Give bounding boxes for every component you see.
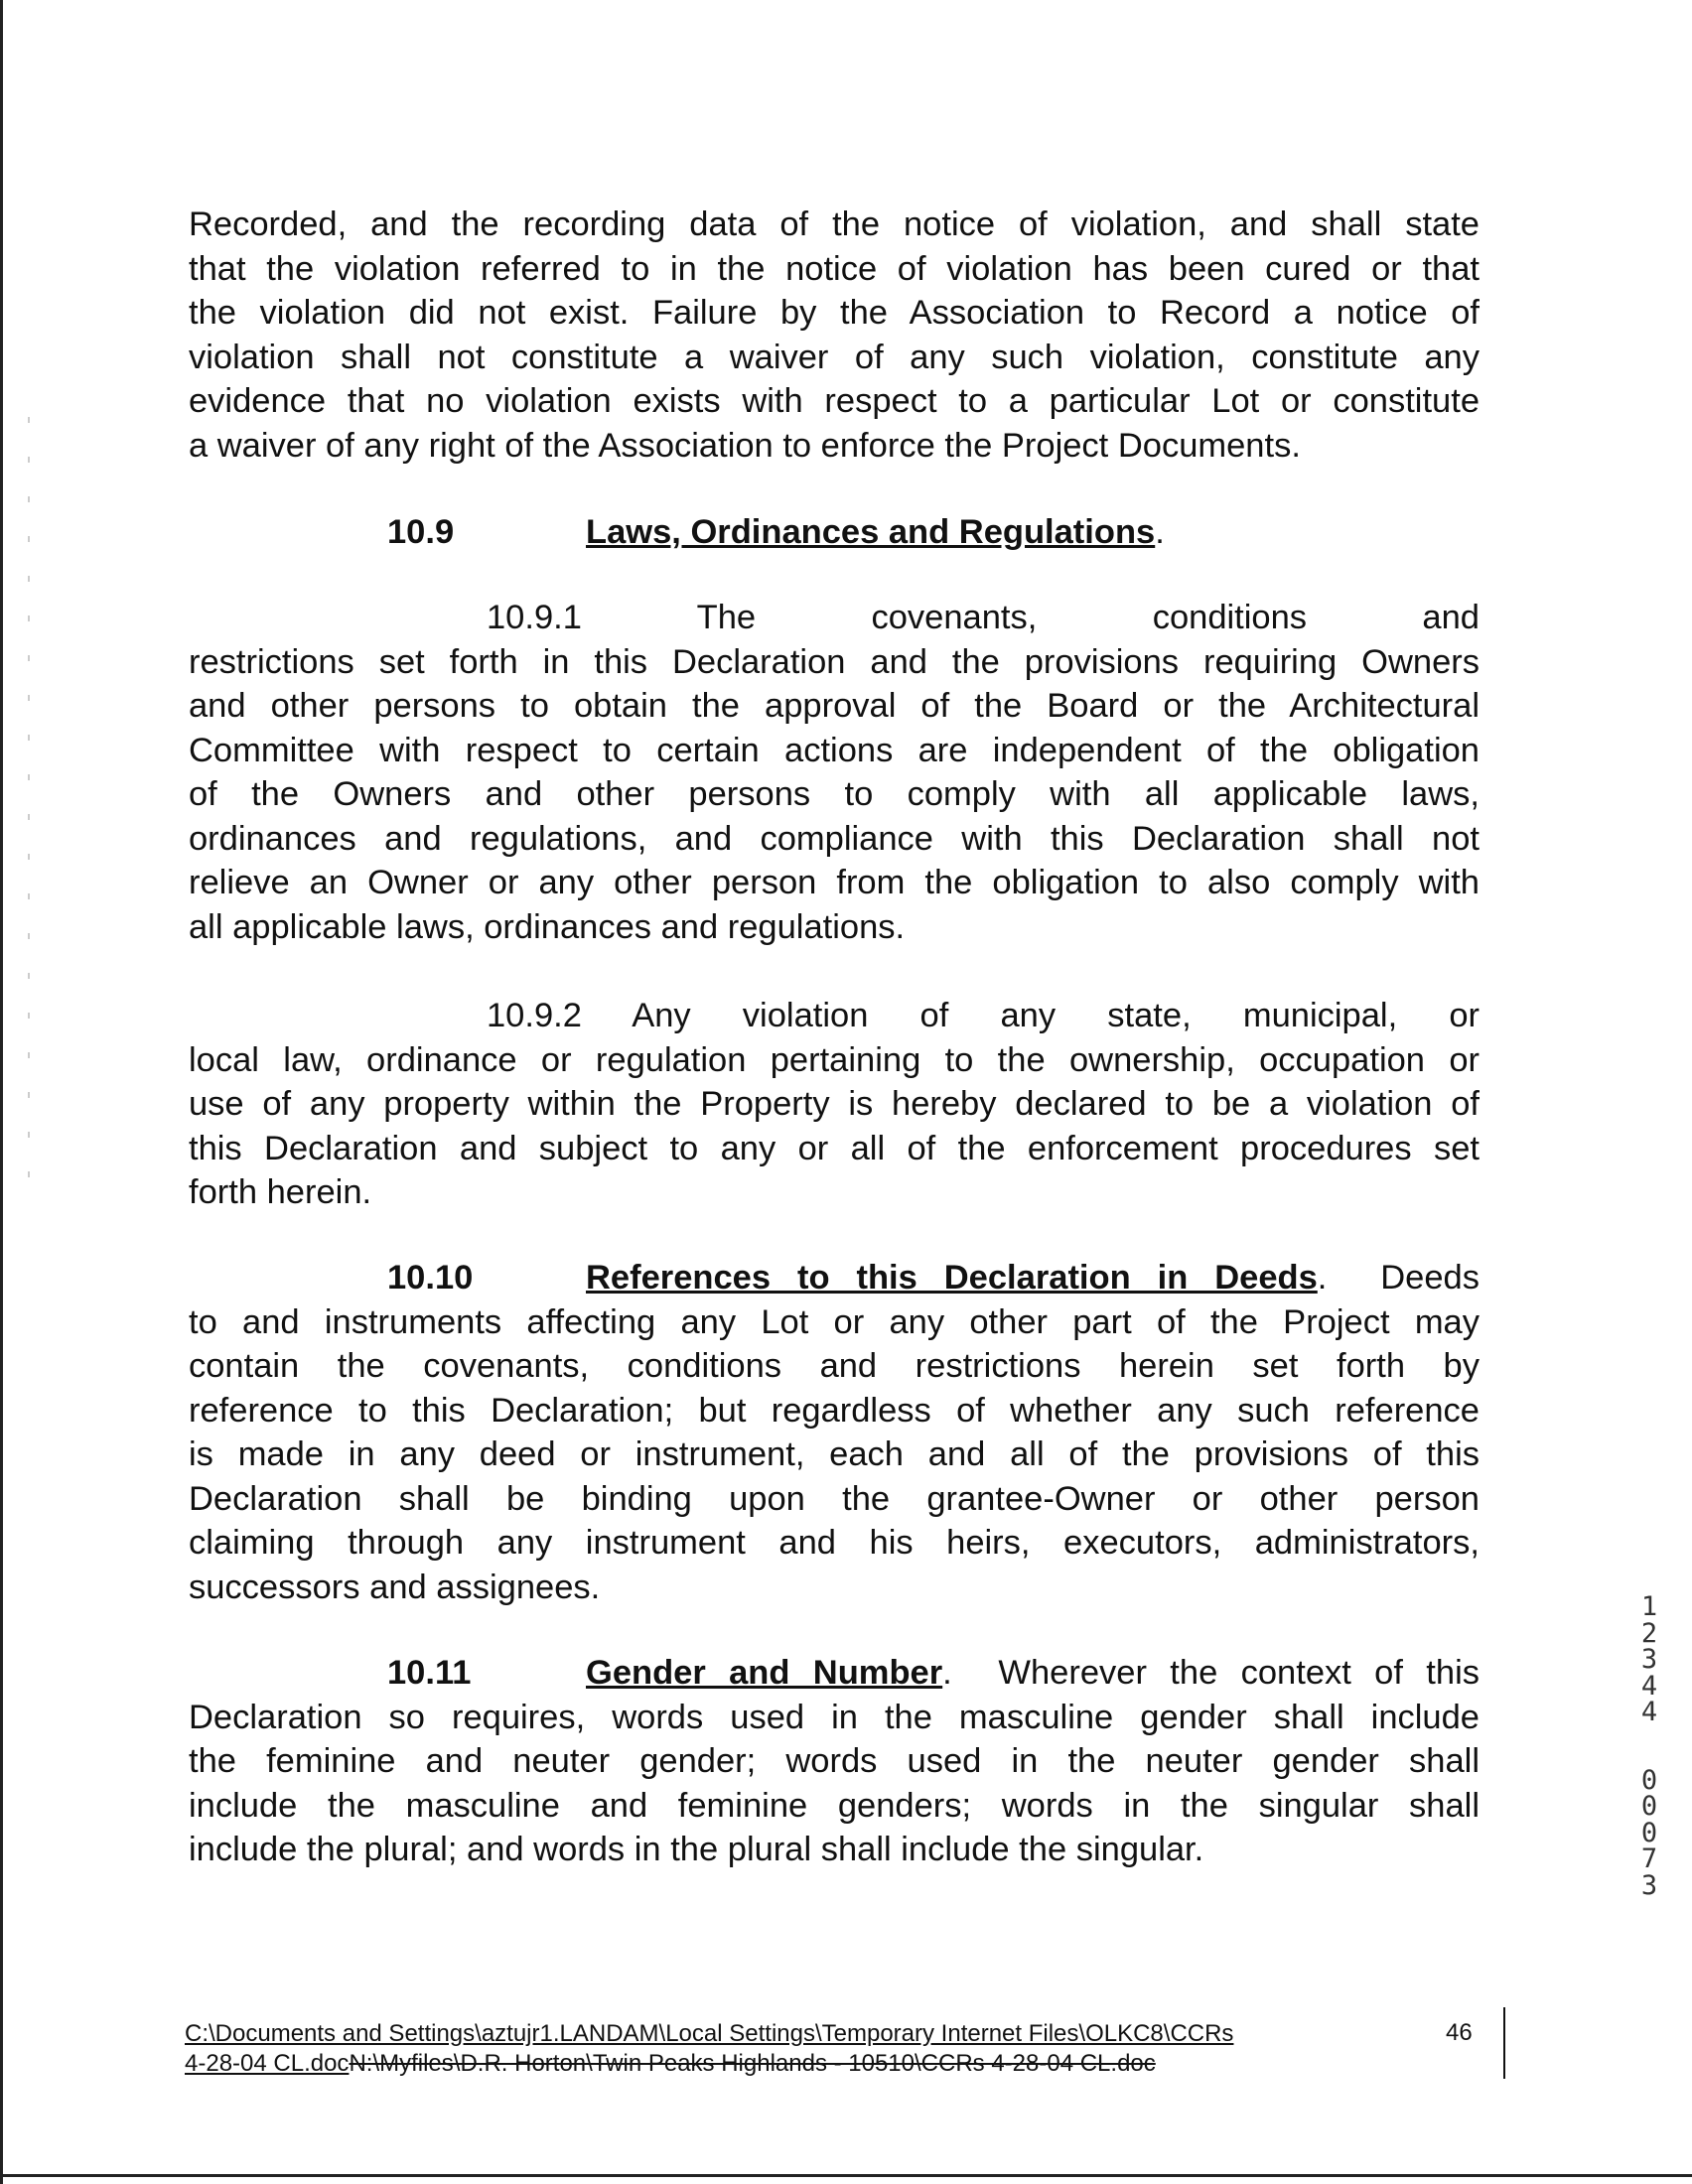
bates-digit: 3 (1640, 1869, 1658, 1901)
text-line: Declaration so requires, words used in the masculine gender shall include (189, 1698, 1480, 1736)
footer-file-path (185, 2019, 1476, 2079)
bates-digit: 1 (1640, 1591, 1658, 1622)
text-line: restrictions set forth in this Declaration and the provisions requiring Owners (189, 642, 1480, 681)
section-number: 10.10 (387, 1259, 474, 1297)
text-line: to and instruments affecting any Lot or any other part of the Project may (189, 1302, 1480, 1341)
text-line: Committee with respect to certain actions are independent of the obligation (189, 731, 1480, 769)
text-line: and other persons to obtain the approval of the Board or the Architectural (189, 687, 1480, 725)
text-line: forth herein. (189, 1173, 372, 1211)
bates-digit: 3 (1640, 1644, 1658, 1675)
bates-digit: 0 (1640, 1791, 1658, 1822)
section-heading-10-9 (387, 510, 1165, 555)
lead-word: and (1422, 599, 1480, 636)
bates-digit: 0 (1640, 1764, 1658, 1796)
section-title: Gender and Number (586, 1654, 943, 1692)
scan-border-left (0, 0, 3, 2184)
text-line: include the masculine and feminine genders; words in the singular shall (189, 1786, 1480, 1825)
text-line: a waiver of any right of the Association to enforce the Project Documents. (189, 426, 1301, 465)
bates-digit: 4 (1640, 1697, 1658, 1727)
lead-word: conditions (1152, 599, 1308, 636)
text-line: successors and assignees. (189, 1568, 601, 1606)
section-title-period: . (1155, 513, 1165, 551)
text-line: the violation did not exist. Failure by the Association to Record a notice of (189, 294, 1480, 332)
text-line: claiming through any instrument and his heirs, executors, administrators, (189, 1524, 1480, 1562)
section-number: 10.11 (387, 1654, 472, 1692)
text-line: Declaration shall be binding upon the grantee-Owner or other person (189, 1479, 1480, 1518)
lead-line (189, 1651, 1480, 1696)
lead-text: Any violation of any state, municipal, or (632, 997, 1480, 1034)
lead-rest: . Wherever the context of this (942, 1654, 1480, 1692)
text-line: of the Owners and other persons to comply with all applicable laws, (189, 775, 1480, 813)
paragraph-10-10 (189, 1256, 1480, 1609)
paragraph-intro (189, 203, 1480, 468)
footer-path-line-1: C:\Documents and Settings\aztujr1.LANDAM\Local Settings\Temporary Internet Files\OLKC8\CCRs (185, 2020, 1234, 2047)
footer-path-line-2 (185, 2049, 1476, 2079)
section-title: Laws, Ordinances and Regulations (586, 513, 1156, 551)
subsection-number: 10.9.1 (487, 599, 582, 636)
lead-rest: . Deeds (1317, 1259, 1480, 1297)
footer-path-inserted: 4-28-04 CL.doc (185, 2050, 350, 2077)
bates-digit: 4 (1640, 1670, 1658, 1702)
scan-border-bottom (0, 2174, 1692, 2177)
lead-line (189, 1256, 1480, 1300)
paragraph-10-9-2 (189, 994, 1480, 1215)
section-title: References to this Declaration in Deeds (586, 1259, 1318, 1297)
text-line: local law, ordinance or regulation pertaining to the ownership, occupation or (189, 1040, 1480, 1079)
text-line: is made in any deed or instrument, each and all of the provisions of this (189, 1435, 1480, 1473)
footer-vertical-rule (1503, 2007, 1505, 2079)
text-line: this Declaration and subject to any or all of the enforcement procedures set (189, 1129, 1480, 1167)
page-number: 46 (1446, 2019, 1473, 2046)
text-line: include the plural; and words in the plural shall include the singular. (189, 1831, 1204, 1868)
text-line: contain the covenants, conditions and restrictions herein set forth by (189, 1347, 1480, 1385)
bates-digit: 0 (1640, 1817, 1658, 1848)
lead-word: covenants, (871, 599, 1038, 636)
text-line: violation shall not constitute a waiver of any such violation, constitute any (189, 338, 1480, 376)
subsection-number: 10.9.2 (487, 997, 582, 1034)
text-line: Recorded, and the recording data of the notice of violation, and shall state (189, 205, 1480, 243)
bates-digit: 7 (1640, 1843, 1658, 1874)
text-line: ordinances and regulations, and compliance with this Declaration shall not (189, 819, 1480, 858)
paragraph-10-9-1 (189, 596, 1480, 949)
scan-marks (28, 417, 30, 1211)
bates-digit: 2 (1640, 1617, 1658, 1649)
section-number: 10.9 (387, 513, 455, 551)
lead-word: The (696, 599, 757, 636)
bates-stamp (1634, 1591, 1664, 1901)
footer-path-deleted: N:\Myfiles\D.R. Horton\Twin Peaks Highlands - 10510\CCRs 4-28-04 CL.doc (349, 2050, 1156, 2077)
lead-line (189, 994, 1480, 1038)
paragraph-10-11 (189, 1651, 1480, 1872)
text-line: use of any property within the Property is hereby declared to be a violation of (189, 1085, 1480, 1123)
text-line: that the violation referred to in the notice of violation has been cured or that (189, 249, 1480, 288)
text-line: the feminine and neuter gender; words used in the neuter gender shall (189, 1742, 1480, 1780)
bates-gap (1634, 1726, 1664, 1768)
text-line: reference to this Declaration; but regardless of whether any such reference (189, 1391, 1480, 1430)
text-line: all applicable laws, ordinances and regulations. (189, 907, 906, 946)
lead-line (189, 596, 1480, 640)
text-line: evidence that no violation exists with respect to a particular Lot or constitute (189, 382, 1480, 420)
text-line: relieve an Owner or any other person from the obligation to also comply with (189, 864, 1480, 901)
